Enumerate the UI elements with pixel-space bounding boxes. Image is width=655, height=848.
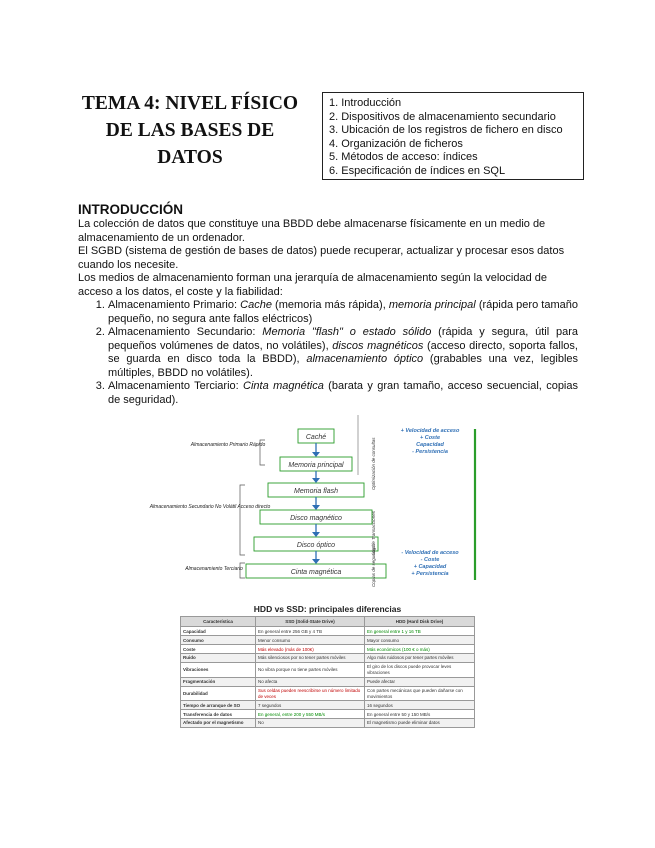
right-label: - Coste bbox=[420, 557, 440, 563]
left-label: Almacenamiento Secundario No Volátil Acceso directo bbox=[149, 504, 271, 510]
right-label: + Capacidad bbox=[413, 564, 447, 570]
table-row: Tiempo de arranque de SO 7 segundos 16 segundos bbox=[181, 701, 475, 710]
level-optical-disk bbox=[254, 537, 378, 551]
column-header: Característica bbox=[181, 617, 256, 627]
vertical-label: Optimización de consultas bbox=[371, 437, 376, 490]
level-cache bbox=[298, 429, 334, 443]
level-tape bbox=[246, 564, 386, 578]
vertical-label: Copias de seguridad bbox=[371, 545, 376, 587]
left-label: Almacenamiento Primario Rápido bbox=[190, 442, 266, 448]
column-header: HDD (Hard Disk Drive) bbox=[365, 617, 475, 627]
table-row: Ruido Más silenciosos por no tener partes móviles Algo más ruidosos por tener partes móviles bbox=[181, 654, 475, 663]
right-label: - Velocidad de acceso bbox=[401, 550, 459, 556]
intro-body bbox=[78, 218, 578, 407]
level-label: Disco magnético bbox=[290, 515, 342, 522]
level-label: Disco óptico bbox=[296, 542, 336, 549]
paragraph: Los medios de almacenamiento forman una jerarquía de almacenamiento según la velocidad de acceso a los datos, el coste y la fiabilidad: bbox=[78, 272, 548, 298]
table-row: Durabilidad Sus celdas pueden reescribirse un número limitado de veces Con partes mecánicas que pueden dañarse con movimientos bbox=[181, 686, 475, 701]
level-main-memory bbox=[280, 457, 352, 471]
paragraph: El SGBD (sistema de gestión de bases de datos) puede recuperar, actualizar y procesar esos datos cuando los necesite. bbox=[78, 245, 565, 271]
table-row: Vibraciones No vibra porque no tiene partes móviles El giro de los discos puede provocar leves vibraciones bbox=[181, 663, 475, 678]
bracket bbox=[240, 485, 245, 555]
storage-hierarchy-figure bbox=[149, 415, 490, 590]
table-row: Transferencia de datos En general, entre 200 y 550 MB/s En general entre 50 y 150 MB/s bbox=[181, 710, 475, 719]
section-heading: INTRODUCCIÓN bbox=[78, 202, 183, 217]
table-row: Consumo Menor consumo Mayor consumo bbox=[181, 636, 475, 645]
table-row: Capacidad En general entre 256 GB y 4 TB En general entre 1 y 16 TB bbox=[181, 627, 475, 636]
left-label: Almacenamiento Terciario bbox=[185, 566, 243, 572]
toc-item: 4. Organización de ficheros bbox=[329, 137, 463, 150]
table-row: Afectado por el magnetismo No El magnetismo puede eliminar datos bbox=[181, 719, 475, 728]
title-line: TEMA 4: NIVEL FÍSICO bbox=[81, 93, 299, 114]
vertical-label: Log de Transacciones bbox=[371, 511, 376, 555]
comparison-table bbox=[180, 616, 475, 728]
column-header: SSD (Solid-State Drive) bbox=[256, 617, 365, 627]
right-label: + Coste bbox=[419, 435, 441, 441]
level-label: Memoria principal bbox=[288, 462, 344, 469]
right-label: Capacidad bbox=[416, 442, 444, 448]
list-item: 1. Almacenamiento Primario: Cache (memoria más rápida), memoria principal (rápida pero tamaño pequeño, no segura ante fallos eléctricos) bbox=[108, 299, 578, 326]
title-line: DE LAS BASES DE bbox=[105, 120, 275, 141]
toc-item: 6. Especificación de índices en SQL bbox=[329, 164, 506, 177]
level-label: Memoria flash bbox=[294, 488, 338, 495]
table-of-contents bbox=[322, 92, 584, 180]
page-title bbox=[70, 90, 310, 171]
toc-item: 2. Dispositivos de almacenamiento secundario bbox=[329, 110, 556, 123]
level-magnetic-disk bbox=[260, 510, 372, 524]
level-label: Caché bbox=[305, 434, 327, 441]
hierarchy-list bbox=[78, 299, 578, 407]
list-item: 2. Almacenamiento Secundario: Memoria "flash" o estado sólido (rápida y segura, útil para pequeños volúmenes de datos, no volátiles), discos magnéticos (acceso directo, soporta fallos, se guarda en disco toda la BBDD), almacenamiento óptico (grabables una vez, legibles múltiples, BBDD no volátiles). bbox=[108, 326, 578, 380]
toc-item: 5. Métodos de acceso: índices bbox=[329, 151, 478, 164]
paragraph: La colección de datos que constituye una BBDD debe almacenarse físicamente en un medio de almacenamiento de un ordenador. bbox=[78, 218, 546, 244]
level-flash bbox=[268, 483, 364, 497]
title-line: DATOS bbox=[157, 147, 223, 168]
right-label: + Velocidad de acceso bbox=[400, 428, 460, 434]
right-label: + Persistencia bbox=[411, 571, 449, 577]
level-label: Cinta magnética bbox=[290, 569, 342, 576]
list-item: 3. Almacenamiento Terciario: Cinta magnética (barata y gran tamaño, acceso secuencial, copias de seguridad). bbox=[108, 380, 578, 407]
toc-item: 3. Ubicación de los registros de fichero en disco bbox=[329, 124, 563, 137]
table-title: HDD vs SSD: principales diferencias bbox=[253, 604, 402, 614]
table-row: Fragmentación No afecta Puede afectar bbox=[181, 677, 475, 686]
table-row: Coste Más elevado (más de 100€) Más económicos (100 € o más) bbox=[181, 645, 475, 654]
table-header-row bbox=[181, 617, 475, 627]
right-label: - Persistencia bbox=[412, 449, 448, 455]
toc-item: 1. Introducción bbox=[329, 97, 402, 109]
